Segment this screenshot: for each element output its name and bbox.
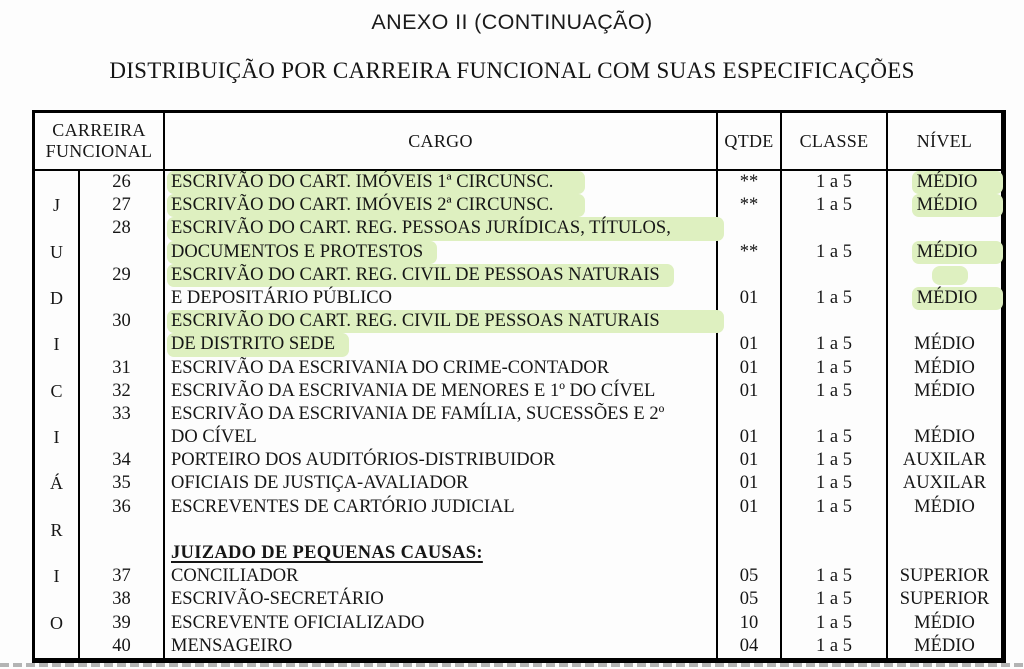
- row-number-cell: 26: [78, 171, 163, 194]
- carreira-letter-cell: [35, 635, 78, 658]
- cargo-cell: [163, 496, 716, 519]
- cargo-cell: [163, 612, 716, 635]
- classe-cell: 1 a 5: [780, 449, 886, 472]
- classe-cell: 1 a 5: [780, 357, 886, 380]
- qtde-cell: [716, 264, 780, 287]
- column-header-carreira-funcional: CARREIRA FUNCIONAL: [45, 120, 153, 161]
- classe-cell: [780, 217, 886, 240]
- nivel-label: MÉDIO: [914, 357, 975, 378]
- carreira-letter-cell: U: [50, 241, 63, 262]
- qtde-cell: [716, 310, 780, 333]
- cargo-cell: [163, 565, 716, 588]
- qtde-cell: 05: [716, 588, 780, 611]
- cargo-cell: [163, 426, 716, 449]
- carreira-letter-cell: [35, 588, 78, 611]
- row-number-cell: [78, 287, 163, 310]
- carreira-letter-cell: R: [50, 519, 63, 540]
- nivel-label: MÉDIO: [914, 334, 975, 355]
- bottom-dashed-line: [0, 663, 1024, 667]
- cargo-label: DE DISTRITO SEDE: [167, 333, 349, 356]
- nivel-label: AUXILAR: [902, 473, 987, 494]
- qtde-cell: **: [716, 241, 780, 264]
- row-number-cell: [78, 333, 163, 356]
- cargo-label: ESCREVENTES DE CARTÓRIO JUDICIAL: [171, 496, 515, 517]
- cargo-cell: [163, 380, 716, 403]
- nivel-cell: [886, 426, 1001, 449]
- nivel-cell: [886, 635, 1001, 658]
- nivel-cell: [886, 519, 1001, 542]
- nivel-cell: [886, 449, 1001, 472]
- qtde-cell: 01: [716, 333, 780, 356]
- nivel-label: MÉDIO: [912, 171, 1004, 194]
- nivel-label: MÉDIO: [914, 635, 975, 656]
- column-header-cargo: CARGO: [163, 113, 716, 169]
- nivel-label: MÉDIO: [914, 427, 975, 448]
- qtde-cell: 01: [716, 357, 780, 380]
- carreira-letter-cell: [35, 449, 78, 472]
- classe-cell: [780, 403, 886, 426]
- distribution-table: [32, 110, 1006, 663]
- cargo-label: ESCREVENTE OFICIALIZADO: [171, 612, 425, 633]
- row-number-cell: 31: [78, 357, 163, 380]
- row-number-cell: 27: [78, 194, 163, 217]
- qtde-cell: 04: [716, 635, 780, 658]
- nivel-label: SUPERIOR: [899, 566, 990, 587]
- cargo-cell: [163, 635, 716, 658]
- row-number-cell: [78, 519, 163, 542]
- carreira-letter-cell: I: [53, 334, 60, 355]
- nivel-cell: [886, 565, 1001, 588]
- cargo-label: ESCRIVÃO DA ESCRIVANIA DE FAMÍLIA, SUCESSÕES E 2º: [171, 403, 665, 424]
- column-header-classe: CLASSE: [780, 113, 886, 169]
- nivel-label: MÉDIO: [914, 380, 975, 401]
- cargo-label: JUIZADO DE PEQUENAS CAUSAS:: [171, 543, 483, 563]
- cargo-label: ESCRIVÃO DA ESCRIVANIA DO CRIME-CONTADOR: [171, 357, 610, 378]
- cargo-cell: [163, 171, 716, 194]
- cargo-label: CONCILIADOR: [171, 566, 299, 587]
- qtde-cell: **: [716, 194, 780, 217]
- nivel-cell: [886, 380, 1001, 403]
- cargo-label: ESCRIVÃO DO CART. IMÓVEIS 1ª CIRCUNSC.: [167, 171, 585, 194]
- page-subtitle: DISTRIBUIÇÃO POR CARREIRA FUNCIONAL COM SUAS ESPECIFICAÇÕES: [109, 58, 915, 83]
- cargo-label: ESCRIVÃO-SECRETÁRIO: [171, 589, 384, 610]
- carreira-letter-cell: [35, 217, 78, 240]
- cargo-cell: [163, 472, 716, 495]
- cargo-label: ESCRIVÃO DA ESCRIVANIA DE MENORES E 1º DO CÍVEL: [171, 380, 656, 401]
- classe-cell: 1 a 5: [780, 612, 886, 635]
- carreira-letter-cell: J: [52, 195, 60, 216]
- classe-cell: 1 a 5: [780, 635, 886, 658]
- nivel-cell: [886, 496, 1001, 519]
- qtde-cell: [716, 542, 780, 565]
- row-number-cell: 40: [78, 635, 163, 658]
- row-number-cell: 34: [78, 449, 163, 472]
- classe-cell: 1 a 5: [780, 496, 886, 519]
- cargo-cell: [163, 287, 716, 310]
- cargo-cell: [163, 241, 716, 264]
- cargo-label: ESCRIVÃO DO CART. REG. CIVIL DE PESSOAS NATURAIS: [167, 264, 674, 287]
- qtde-cell: 01: [716, 426, 780, 449]
- row-number-cell: 33: [78, 403, 163, 426]
- nivel-label: MÉDIO: [912, 241, 1004, 264]
- row-number-cell: [78, 542, 163, 565]
- qtde-cell: 01: [716, 380, 780, 403]
- carreira-letter-cell: I: [53, 566, 60, 587]
- qtde-cell: [716, 217, 780, 240]
- classe-cell: [780, 519, 886, 542]
- qtde-cell: 01: [716, 472, 780, 495]
- cargo-cell: [163, 264, 716, 287]
- nivel-label: AUXILAR: [902, 450, 987, 471]
- nivel-cell: [886, 171, 1001, 194]
- nivel-cell: [886, 472, 1001, 495]
- nivel-label: MÉDIO: [912, 287, 1004, 310]
- table-header-row: [35, 113, 1001, 171]
- classe-cell: [780, 264, 886, 287]
- cargo-label: ESCRIVÃO DO CART. IMÓVEIS 2ª CIRCUNSC.: [167, 194, 585, 217]
- nivel-cell: [886, 194, 1001, 217]
- highlight-blob: [932, 266, 968, 285]
- classe-cell: 1 a 5: [780, 171, 886, 194]
- carreira-letter-cell: C: [50, 380, 63, 401]
- classe-cell: 1 a 5: [780, 333, 886, 356]
- classe-cell: 1 a 5: [780, 588, 886, 611]
- classe-cell: 1 a 5: [780, 426, 886, 449]
- carreira-letter-cell: [35, 403, 78, 426]
- cargo-label: DO CÍVEL: [171, 427, 257, 448]
- cargo-cell: [163, 333, 716, 356]
- row-number-cell: 32: [78, 380, 163, 403]
- cargo-label: OFICIAIS DE JUSTIÇA-AVALIADOR: [171, 473, 469, 494]
- page-title: ANEXO II (CONTINUAÇÃO): [371, 10, 653, 34]
- cargo-label: E DEPOSITÁRIO PÚBLICO: [171, 287, 392, 308]
- nivel-cell: [886, 287, 1001, 310]
- row-number-cell: 35: [78, 472, 163, 495]
- cargo-label: MENSAGEIRO: [171, 635, 293, 656]
- nivel-cell: [886, 264, 1001, 287]
- classe-cell: 1 a 5: [780, 472, 886, 495]
- nivel-label: MÉDIO: [912, 194, 1004, 217]
- cargo-label: ESCRIVÃO DO CART. REG. CIVIL DE PESSOAS NATURAIS: [167, 310, 724, 333]
- cargo-label: PORTEIRO DOS AUDITÓRIOS-DISTRIBUIDOR: [171, 450, 556, 471]
- cargo-cell: [163, 542, 716, 565]
- qtde-cell: 10: [716, 612, 780, 635]
- qtde-cell: 05: [716, 565, 780, 588]
- qtde-cell: **: [716, 171, 780, 194]
- row-number-cell: 28: [78, 217, 163, 240]
- carreira-letter-cell: O: [50, 612, 63, 633]
- classe-cell: [780, 542, 886, 565]
- cargo-cell: [163, 588, 716, 611]
- nivel-label: MÉDIO: [914, 612, 975, 633]
- cargo-cell: [163, 217, 716, 240]
- classe-cell: 1 a 5: [780, 287, 886, 310]
- nivel-cell: [886, 403, 1001, 426]
- cargo-cell: [163, 310, 716, 333]
- cargo-cell: [163, 449, 716, 472]
- row-number-cell: 29: [78, 264, 163, 287]
- carreira-letter-cell: [35, 357, 78, 380]
- row-number-cell: [78, 241, 163, 264]
- cargo-cell: [163, 403, 716, 426]
- row-number-cell: 39: [78, 612, 163, 635]
- nivel-cell: [886, 333, 1001, 356]
- nivel-cell: [886, 357, 1001, 380]
- classe-cell: 1 a 5: [780, 380, 886, 403]
- cargo-cell: [163, 519, 716, 542]
- qtde-cell: 01: [716, 449, 780, 472]
- nivel-label: SUPERIOR: [899, 589, 990, 610]
- carreira-letter-cell: [35, 496, 78, 519]
- nivel-cell: [886, 542, 1001, 565]
- classe-cell: [780, 310, 886, 333]
- nivel-cell: [886, 588, 1001, 611]
- row-number-cell: [78, 426, 163, 449]
- row-number-cell: 38: [78, 588, 163, 611]
- carreira-letter-cell: [35, 310, 78, 333]
- qtde-cell: [716, 403, 780, 426]
- carreira-letter-cell: Á: [50, 473, 63, 494]
- qtde-cell: [716, 519, 780, 542]
- nivel-cell: [886, 241, 1001, 264]
- carreira-letter-cell: D: [50, 287, 63, 308]
- column-header-nivel: NÍVEL: [886, 113, 1001, 169]
- carreira-letter-cell: [35, 542, 78, 565]
- row-number-cell: 37: [78, 565, 163, 588]
- nivel-label: MÉDIO: [914, 496, 975, 517]
- classe-cell: 1 a 5: [780, 565, 886, 588]
- carreira-letter-cell: [35, 264, 78, 287]
- table-body: [35, 171, 1001, 658]
- row-number-cell: 36: [78, 496, 163, 519]
- cargo-cell: [163, 194, 716, 217]
- column-header-qtde: QTDE: [716, 113, 780, 169]
- classe-cell: 1 a 5: [780, 194, 886, 217]
- cargo-label: ESCRIVÃO DO CART. REG. PESSOAS JURÍDICAS, TÍTULOS,: [167, 217, 724, 240]
- carreira-letter-cell: I: [53, 427, 60, 448]
- carreira-letter-cell: [35, 171, 78, 194]
- cargo-label: DOCUMENTOS E PROTESTOS: [167, 241, 437, 264]
- cargo-cell: [163, 357, 716, 380]
- row-number-cell: 30: [78, 310, 163, 333]
- qtde-cell: 01: [716, 287, 780, 310]
- nivel-cell: [886, 310, 1001, 333]
- classe-cell: 1 a 5: [780, 241, 886, 264]
- nivel-cell: [886, 217, 1001, 240]
- qtde-cell: 01: [716, 496, 780, 519]
- nivel-cell: [886, 612, 1001, 635]
